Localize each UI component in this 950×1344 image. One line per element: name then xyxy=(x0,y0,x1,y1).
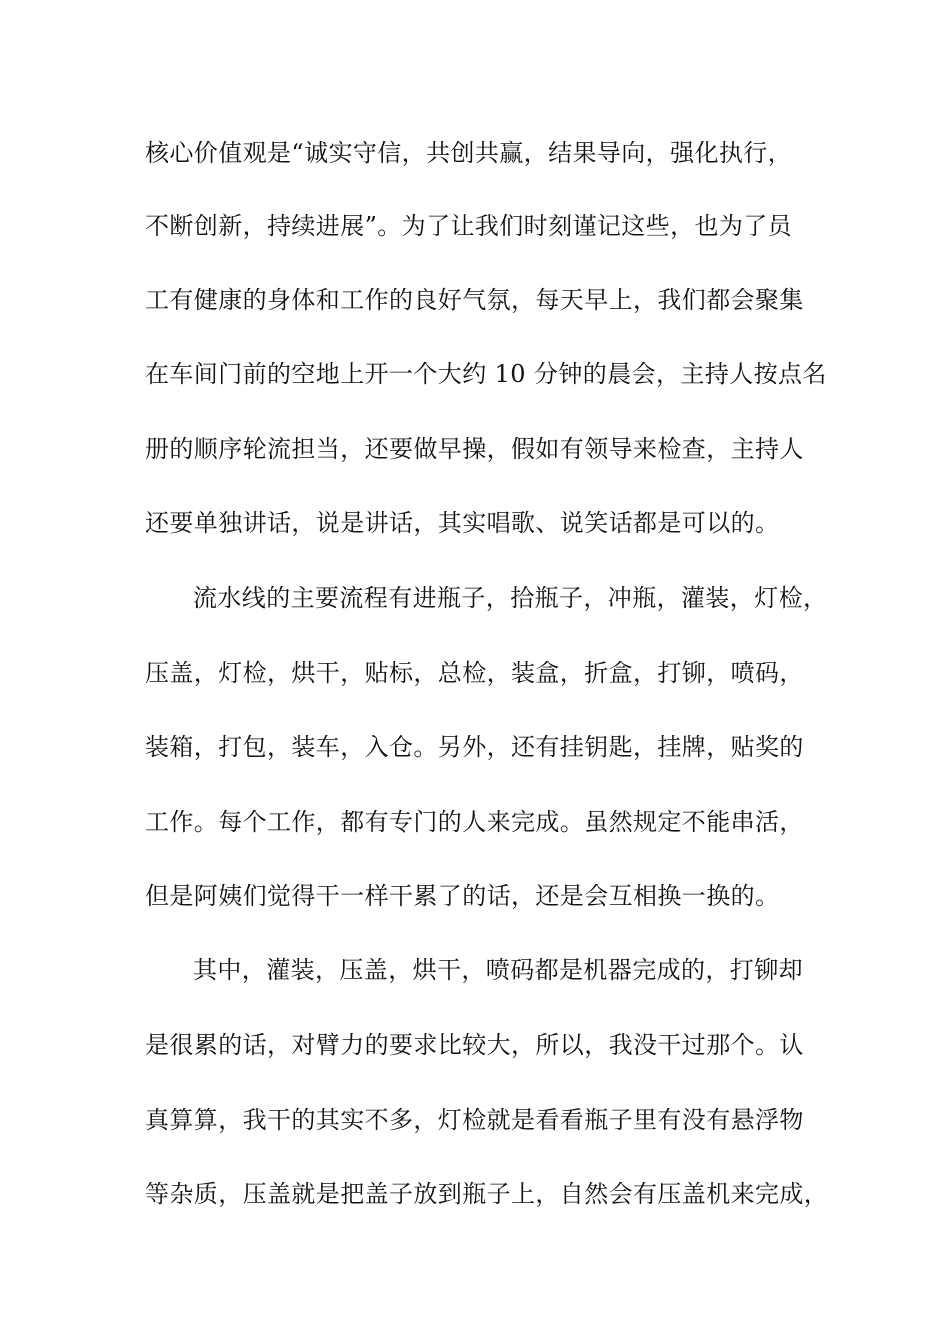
text-line: 工有健康的身体和工作的良好气氛，每天早上，我们都会聚集 xyxy=(145,286,804,314)
text-line: 是很累的话，对臂力的要求比较大，所以，我没干过那个。认 xyxy=(145,1031,804,1059)
text-line: 还要单独讲话，说是讲话，其实唱歌、说笑话都是可以的。 xyxy=(145,509,780,537)
text-line: 压盖，灯检，烘干，贴标，总检，装盒，折盒，打铆，喷码， xyxy=(145,659,804,687)
text-line: 核心价值观是“诚实守信，共创共赢，结果导向，强化执行， xyxy=(145,139,793,167)
text-line: 不断创新，持续进展”。为了让我们时刻谨记这些，也为了员 xyxy=(145,212,793,240)
text-line: 在车间门前的空地上开一个大约 10 分钟的晨会，主持人按点名 xyxy=(145,360,827,388)
text-line: 册的顺序轮流担当，还要做早操，假如有领导来检查，主持人 xyxy=(145,435,804,463)
text-line: 工作。每个工作，都有专门的人来完成。虽然规定不能串活， xyxy=(145,808,804,836)
text-line: 真算算，我干的其实不多，灯检就是看看瓶子里有没有悬浮物 xyxy=(145,1106,804,1134)
text-line: 但是阿姨们觉得干一样干累了的话，还是会互相换一换的。 xyxy=(145,882,780,910)
text-line: 等杂质，压盖就是把盖子放到瓶子上，自然会有压盖机来完成， xyxy=(145,1180,829,1208)
paragraph-first-line: 流水线的主要流程有进瓶子，拾瓶子，冲瓶，灌装，灯检， xyxy=(193,584,828,612)
paragraph-first-line: 其中，灌装，压盖，烘干，喷码都是机器完成的，打铆却 xyxy=(193,956,803,984)
text-line: 装箱，打包，装车，入仓。另外，还有挂钥匙，挂牌，贴奖的 xyxy=(145,733,804,761)
